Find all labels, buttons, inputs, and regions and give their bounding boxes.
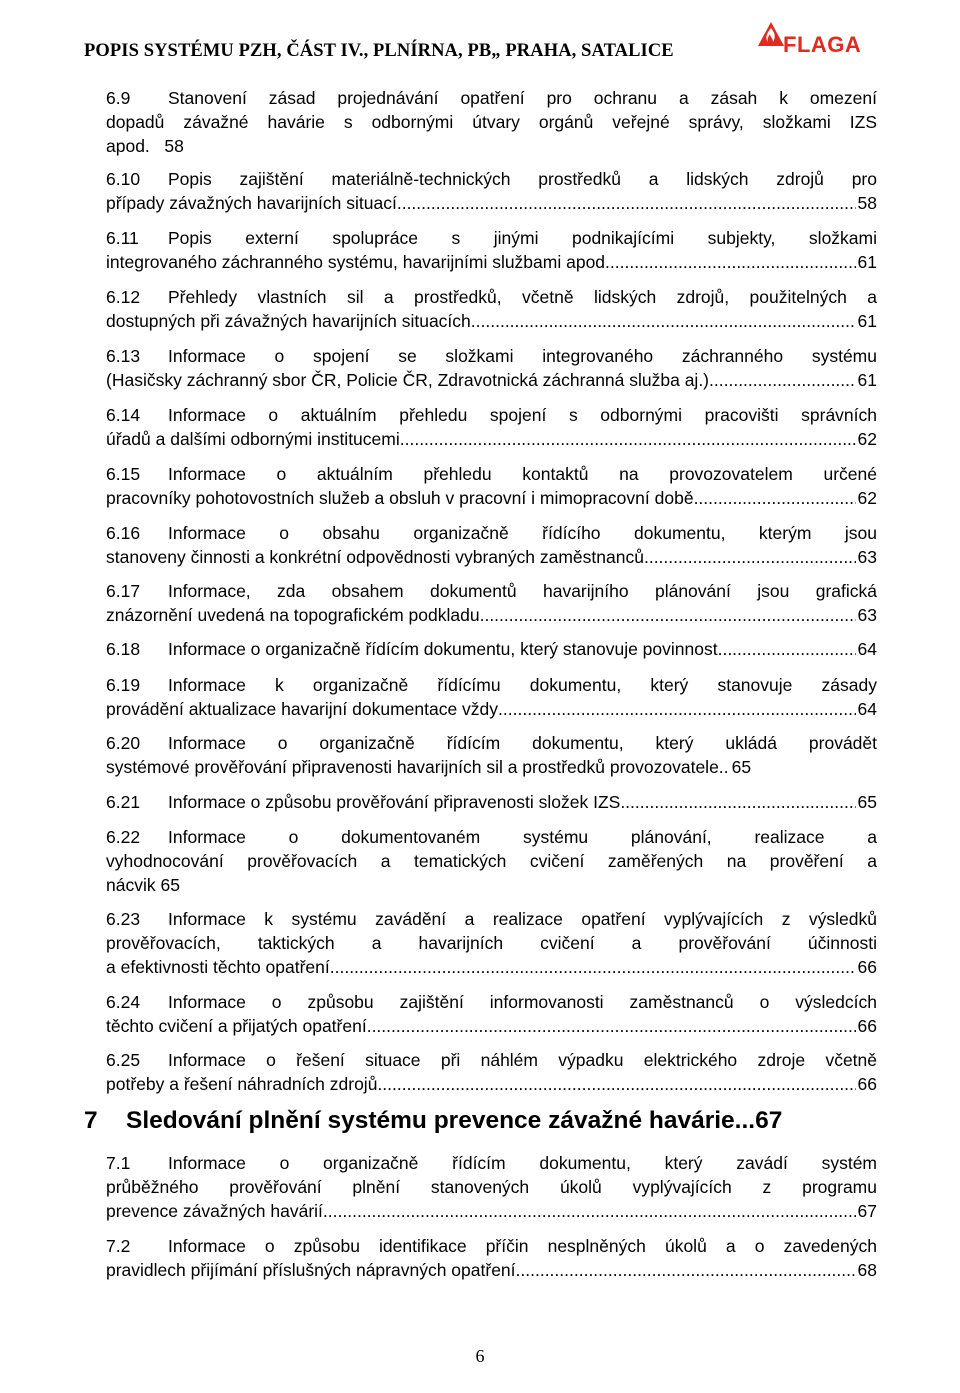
toc-number: 6.18	[106, 639, 141, 659]
toc-text: provádění aktualizace havarijní dokumentace vždy	[106, 699, 499, 719]
dot-leader	[718, 637, 856, 661]
toc-text: Informace o způsobu identifikace příčin nesplněných úkolů a o zavedených	[168, 1236, 877, 1256]
toc-entry-6-20[interactable]	[106, 731, 877, 779]
toc-page-number: 62	[857, 429, 877, 449]
toc-page-number: 64	[857, 699, 877, 719]
toc-page-number: 64	[857, 639, 877, 659]
toc-page-number: 63	[857, 547, 877, 567]
toc-text: integrovaného záchranného systému, havarijními službami apod.	[106, 252, 610, 272]
toc-page-number: 68	[857, 1260, 877, 1280]
toc-text: Informace o organizačně řídícím dokumentu, který ukládá provádět	[168, 733, 877, 753]
toc-text: dopadů závažné havárie s odbornými útvary orgánů veřejné správy, složkami IZS	[106, 112, 877, 132]
dot-leader	[694, 486, 856, 510]
toc-text: znázornění uvedená na topografickém podkladu	[106, 605, 480, 625]
toc-text: Informace o způsobu prověřování připravenosti složek IZS	[168, 792, 621, 812]
toc-entry-6-11[interactable]	[106, 226, 877, 274]
logo-text: FLAGA	[783, 32, 862, 57]
toc-heading-number: 7	[84, 1107, 98, 1134]
toc-entry-7-1[interactable]	[106, 1151, 877, 1223]
toc-entry-6-16[interactable]	[106, 521, 877, 569]
toc-number: 7.2	[106, 1236, 131, 1256]
toc-page-number: 61	[857, 311, 877, 331]
toc-entry-6-9[interactable]	[106, 86, 877, 158]
toc-text: nácvik	[106, 875, 156, 895]
toc-page-number: 58	[164, 136, 184, 156]
toc-entry-6-21[interactable]	[106, 790, 877, 814]
toc-page-number: 61	[857, 370, 877, 390]
toc-number: 6.25	[106, 1050, 141, 1070]
toc-text: průběžného prověřování plnění stanovených úkolů vyplývajících z programu	[106, 1177, 877, 1197]
toc-text: těchto cvičení a přijatých opatření	[106, 1016, 367, 1036]
toc-page-number: 62	[857, 488, 877, 508]
toc-number: 6.11	[106, 228, 139, 248]
toc-page-number: 58	[857, 193, 877, 213]
toc-number: 6.12	[106, 287, 141, 307]
toc-number: 6.15	[106, 464, 141, 484]
toc-text: pravidlech přijímání příslušných nápravných opatření	[106, 1260, 516, 1280]
toc-text: potřeby a řešení náhradních zdrojů	[106, 1074, 378, 1094]
toc-text: Informace o dokumentovaném systému plánování, realizace a	[168, 827, 877, 847]
toc-text: Stanovení zásad projednávání opatření pro ochranu a zásah k omezení	[168, 88, 877, 108]
toc-page-number: 61	[857, 252, 877, 272]
toc-text: prevence závažných havárií	[106, 1201, 323, 1221]
toc-page-number: 65	[160, 875, 180, 895]
toc-entry-6-23[interactable]	[106, 907, 877, 979]
toc-text: Informace, zda obsahem dokumentů havarijního plánování jsou grafická	[168, 581, 877, 601]
toc-page-number: 66	[857, 957, 877, 977]
dot-leader	[330, 955, 856, 979]
toc-number: 6.22	[106, 827, 141, 847]
toc-entry-6-15[interactable]	[106, 462, 877, 510]
dot-leader	[400, 427, 856, 451]
toc-number: 6.21	[106, 792, 141, 812]
toc-text: Informace o organizačně řídícím dokumentu, který zavádí systém	[168, 1153, 877, 1173]
toc-number: 6.24	[106, 992, 141, 1012]
toc-text: (Hasičsky záchranný sbor ČR, Policie ČR, Zdravotnická záchranná služba aj.)	[106, 370, 710, 390]
toc-number: 6.19	[106, 675, 141, 695]
toc-number: 6.14	[106, 405, 141, 425]
dot-leader	[367, 1014, 856, 1038]
dot-leader	[516, 1258, 856, 1282]
toc-text: Informace k organizačně řídícímu dokumentu, který stanovuje zásady	[168, 675, 877, 695]
toc-text: systémové prověřování připravenosti havarijních sil a prostředků provozovatele.	[106, 757, 724, 777]
dot-leader	[377, 1072, 855, 1096]
toc-number: 6.10	[106, 169, 141, 189]
page-number: 6	[475, 1346, 485, 1366]
toc-text: úřadů a dalšími odbornými institucemi	[106, 429, 400, 449]
toc-number: 7.1	[106, 1153, 131, 1173]
toc-text: Přehledy vlastních sil a prostředků, včetně lidských zdrojů, použitelných a	[168, 287, 877, 307]
toc-page-number: 67	[857, 1201, 877, 1221]
toc-text: Popis zajištění materiálně-technických prostředků a lidských zdrojů pro	[168, 169, 877, 189]
toc-text: Informace o aktuálním přehledu spojení s odbornými pracovišti správních	[168, 405, 877, 425]
toc-number: 6.20	[106, 733, 141, 753]
toc-entry-6-25[interactable]	[106, 1048, 877, 1096]
page-header	[0, 0, 960, 74]
toc-number: 6.13	[106, 346, 141, 366]
toc-text: dostupných při závažných havarijních situacích	[106, 311, 471, 331]
dot-leader	[498, 697, 855, 721]
toc-text: vyhodnocování prověřovacích a tematických cvičení zaměřených na prověření a	[106, 851, 877, 871]
dot-leader	[620, 790, 855, 814]
header-title: POPIS SYSTÉMU PZH, ČÁST IV., PLNÍRNA, PB„ PRAHA, SATALICE	[84, 41, 674, 61]
toc-text: pracovníky pohotovostních služeb a obsluh v pracovní i mimopracovní době	[106, 488, 694, 508]
toc-entry-6-10[interactable]	[106, 167, 877, 215]
toc-text: Informace o aktuálním přehledu kontaktů na provozovatelem určené	[168, 464, 877, 484]
dot-leader	[709, 368, 856, 392]
toc-number: 6.17	[106, 581, 141, 601]
toc-entry-6-13[interactable]	[106, 344, 877, 392]
toc-entry-6-18[interactable]	[106, 637, 877, 661]
toc-entry-6-14[interactable]	[106, 403, 877, 451]
toc-text: Informace k systému zavádění a realizace opatření vyplývajících z výsledků	[168, 909, 877, 929]
dot-leader	[471, 309, 856, 333]
toc-page-number: 65	[731, 757, 752, 777]
toc-text: Popis externí spolupráce s jinými podnikajícími subjekty, složkami	[168, 228, 877, 248]
toc-number: 6.23	[106, 909, 141, 929]
toc-text: stanoveny činnosti a konkrétní odpovědnosti vybraných zaměstnanců	[106, 547, 644, 567]
toc-page-number: 63	[857, 605, 877, 625]
toc-text: Informace o řešení situace při náhlém výpadku elektrického zdroje včetně	[168, 1050, 877, 1070]
toc-entry-6-24[interactable]	[106, 990, 877, 1038]
toc-text: a efektivnosti těchto opatření	[106, 957, 330, 977]
toc-entry-6-22[interactable]	[106, 825, 877, 897]
toc-page-number: 65	[857, 792, 877, 812]
dot-leader	[610, 250, 856, 274]
flaga-logo	[757, 20, 869, 64]
dot-leader	[323, 1199, 856, 1223]
toc-heading-text: Sledování plnění systému prevence závažné havárie...67	[126, 1107, 783, 1134]
toc-page-number: 66	[857, 1016, 877, 1036]
toc-text: Informace o obsahu organizačně řídícího dokumentu, kterým jsou	[168, 523, 877, 543]
toc-page-number: 66	[857, 1074, 877, 1094]
toc-text: případy závažných havarijních situací	[106, 193, 397, 213]
toc-number: 6.9	[106, 88, 131, 108]
toc-text: Informace o způsobu zajištění informovanosti zaměstnanců o výsledcích	[168, 992, 877, 1012]
toc-text: prověřovacích, taktických a havarijních cvičení a prověřování účinnosti	[106, 933, 877, 953]
flame-warning-icon	[757, 20, 785, 64]
dot-leader	[480, 603, 856, 627]
toc-text: Informace o spojení se složkami integrovaného záchranného systému	[168, 346, 877, 366]
dot-leader	[397, 191, 856, 215]
toc-number: 6.16	[106, 523, 141, 543]
toc-entry-6-19[interactable]	[106, 673, 877, 721]
toc-entry-6-12[interactable]	[106, 285, 877, 333]
toc-entry-6-17[interactable]	[106, 579, 877, 627]
toc-entry-7-2[interactable]	[106, 1234, 877, 1282]
dot-leader	[644, 545, 856, 569]
toc-text: apod.	[106, 136, 150, 156]
toc-text: Informace o organizačně řídícím dokumentu, který stanovuje povinnost	[168, 639, 718, 659]
toc-heading-7[interactable]	[84, 1104, 877, 1138]
